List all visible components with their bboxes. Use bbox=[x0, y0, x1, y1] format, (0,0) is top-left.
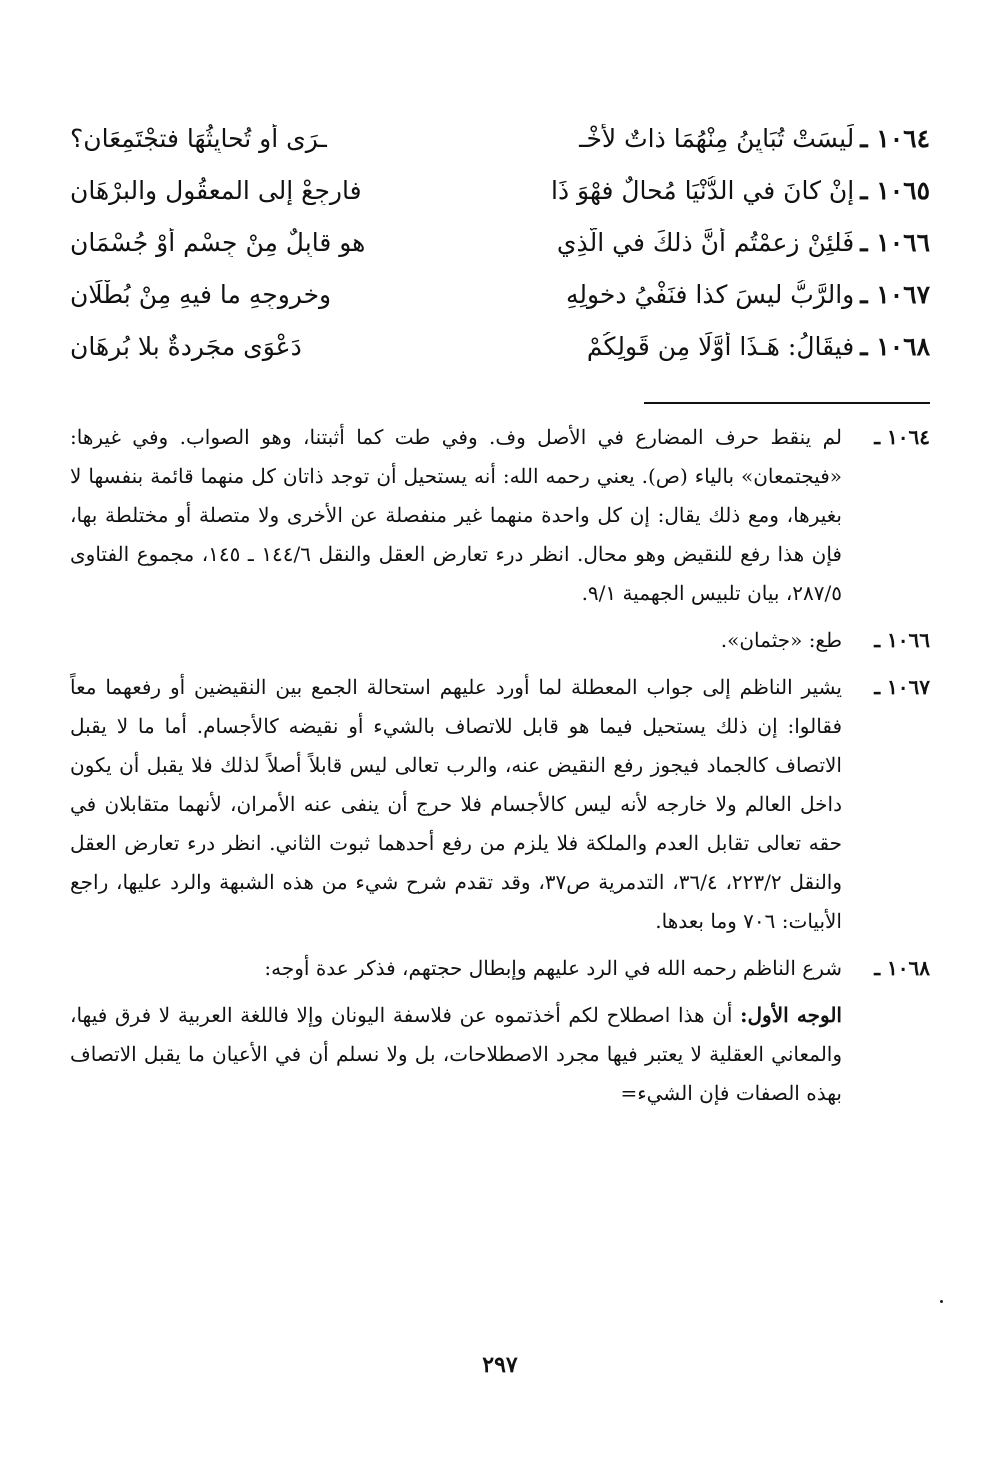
verse-number: ١٠٦٨ ـ bbox=[860, 331, 930, 361]
first-aspect-text: أن هذا اصطلاح لكم أخذتموه عن فلاسفة اليونان وإلا فاللغة العربية لا فرق فيها، والمعاني العقلية لا يعتبر فيها مجرد الاصطلاحات، بل ولا نسلم أن في الأعيان ما يقبل الاتصاف بهذه الصفات فإن الشيء= bbox=[70, 1003, 843, 1105]
verse-first-hemistich: لَيسَتْ تُبَايِنُ مِنْهُمَا ذاتٌ لأخْـ bbox=[579, 123, 855, 153]
verse-line bbox=[70, 268, 930, 320]
footnote-text: لم ينقط حرف المضارع في الأصل وف. وفي طت كما أثبتنا، وهو الصواب. وفي غيرها: «فيجتمعان» بالياء (ص). يعني رحمه الله: أنه يستحيل أن توجد ذاتان كل منهما قائمة بنفسها لا بغيرها، ومع ذلك يقال: إن كل واحدة منهما غير منفصلة عن الأخرى ولا متصلة أو مختلطة بها، فإن هذا رفع للنقيض وهو محال. انظر درء تعارض العقل والنقل ١٤٤/٦ ـ ١٤٥، مجموع الفتاوى ٢٨٧/٥، بيان تلبيس الجهمية ٩/١. bbox=[70, 425, 842, 605]
verse-second-hemistich: دَعْوَى مجَردةٌ بلا بُرهَانِ bbox=[70, 331, 302, 361]
footnote bbox=[70, 418, 930, 613]
verse-number: ١٠٦٤ ـ bbox=[860, 123, 930, 153]
verse-line bbox=[70, 112, 930, 164]
footnote-number: ١٠٦٤ ـ bbox=[874, 425, 930, 449]
verses-section bbox=[70, 112, 930, 372]
footnotes-section bbox=[70, 418, 930, 1113]
verse-number: ١٠٦٥ ـ bbox=[860, 175, 930, 205]
footnote-number: ١٠٦٦ ـ bbox=[874, 628, 930, 652]
verse-second-hemistich: هو قابِلٌ مِنْ جِسْمٍ أوْ جُسْمَانِ bbox=[70, 227, 366, 257]
verse-first-hemistich: فَلئِنْ زعمْتُم أنَّ ذلكَ في الَّذِي bbox=[556, 227, 855, 257]
footnote-text: شرع الناظم رحمه الله في الرد عليهم وإبطال حجتهم، فذكر عدة أوجه: bbox=[264, 956, 842, 980]
verse-first-hemistich: إنْ كانَ في الدُّنْيَا مُحالٌ فهْوَ ذَا bbox=[551, 175, 855, 205]
footnote-number: ١٠٦٨ ـ bbox=[874, 956, 930, 980]
footnote-text: يشير الناظم إلى جواب المعطلة لما أورد عليهم استحالة الجمع بين النقيضين أو رفعهما معاً فقالوا: إن ذلك يستحيل فيما هو قابل للاتصاف بالشيء أو نقيضه كالأجسام. أما ما لا يقبل الاتصاف كالجماد فيجوز رفع النقيض عنه، والرب تعالى ليس قابلاً أصلاً لذلك فلا يقبل أن يكون داخل العالم ولا خارجه لأنه ليس كالأجسام فلا حرج أن ينفى عنه الأمران، لأنهما متقابلان في حقه تعالى تقابل العدم والملكة فلا يلزم من رفع أحدهما ثبوت الثاني. انظر درء تعارض العقل والنقل ٢٢٣/٢، ٣٦/٤، التدمرية ص٣٧، وقد تقدم شرح شيء من هذه الشبهة والرد عليها، راجع الأبيات: ٧٠٦ وما بعدها. bbox=[70, 675, 843, 933]
verse-second-hemistich: فارجِعْ إلى المعقُولِ والبرْهَانِ bbox=[70, 175, 362, 205]
page-number: ٢٩٧ bbox=[482, 1352, 518, 1378]
verse-second-hemistich: وخروجِهِ ما فيهِ مِنْ بُطْلَانِ bbox=[70, 279, 332, 309]
verse-number: ١٠٦٧ ـ bbox=[860, 279, 930, 309]
verse-line bbox=[70, 320, 930, 372]
verse-line bbox=[70, 164, 930, 216]
verse-second-hemistich: ـرَى أو تُحايِثُهَا فتجْتَمِعَانِ؟ bbox=[70, 123, 327, 153]
footnote bbox=[70, 621, 930, 660]
footnote-text: طع: «جثمان». bbox=[720, 628, 842, 652]
verse-line bbox=[70, 216, 930, 268]
footnote-continuation bbox=[70, 996, 930, 1113]
footnote bbox=[70, 668, 930, 941]
footnote-number: ١٠٦٧ ـ bbox=[874, 675, 930, 699]
margin-dot bbox=[940, 1300, 943, 1303]
verse-first-hemistich: والرَّبُّ ليسَ كذا فنَفْيُ دخولِهِ bbox=[565, 279, 855, 309]
footnote-separator bbox=[644, 402, 930, 404]
verse-first-hemistich: فيقَالُ: هَـذَا أوَّلًا مِن قَولِكُمْ bbox=[586, 331, 855, 361]
first-aspect-label: الوجه الأول: bbox=[740, 1003, 842, 1027]
footnote bbox=[70, 949, 930, 988]
verse-number: ١٠٦٦ ـ bbox=[860, 227, 930, 257]
